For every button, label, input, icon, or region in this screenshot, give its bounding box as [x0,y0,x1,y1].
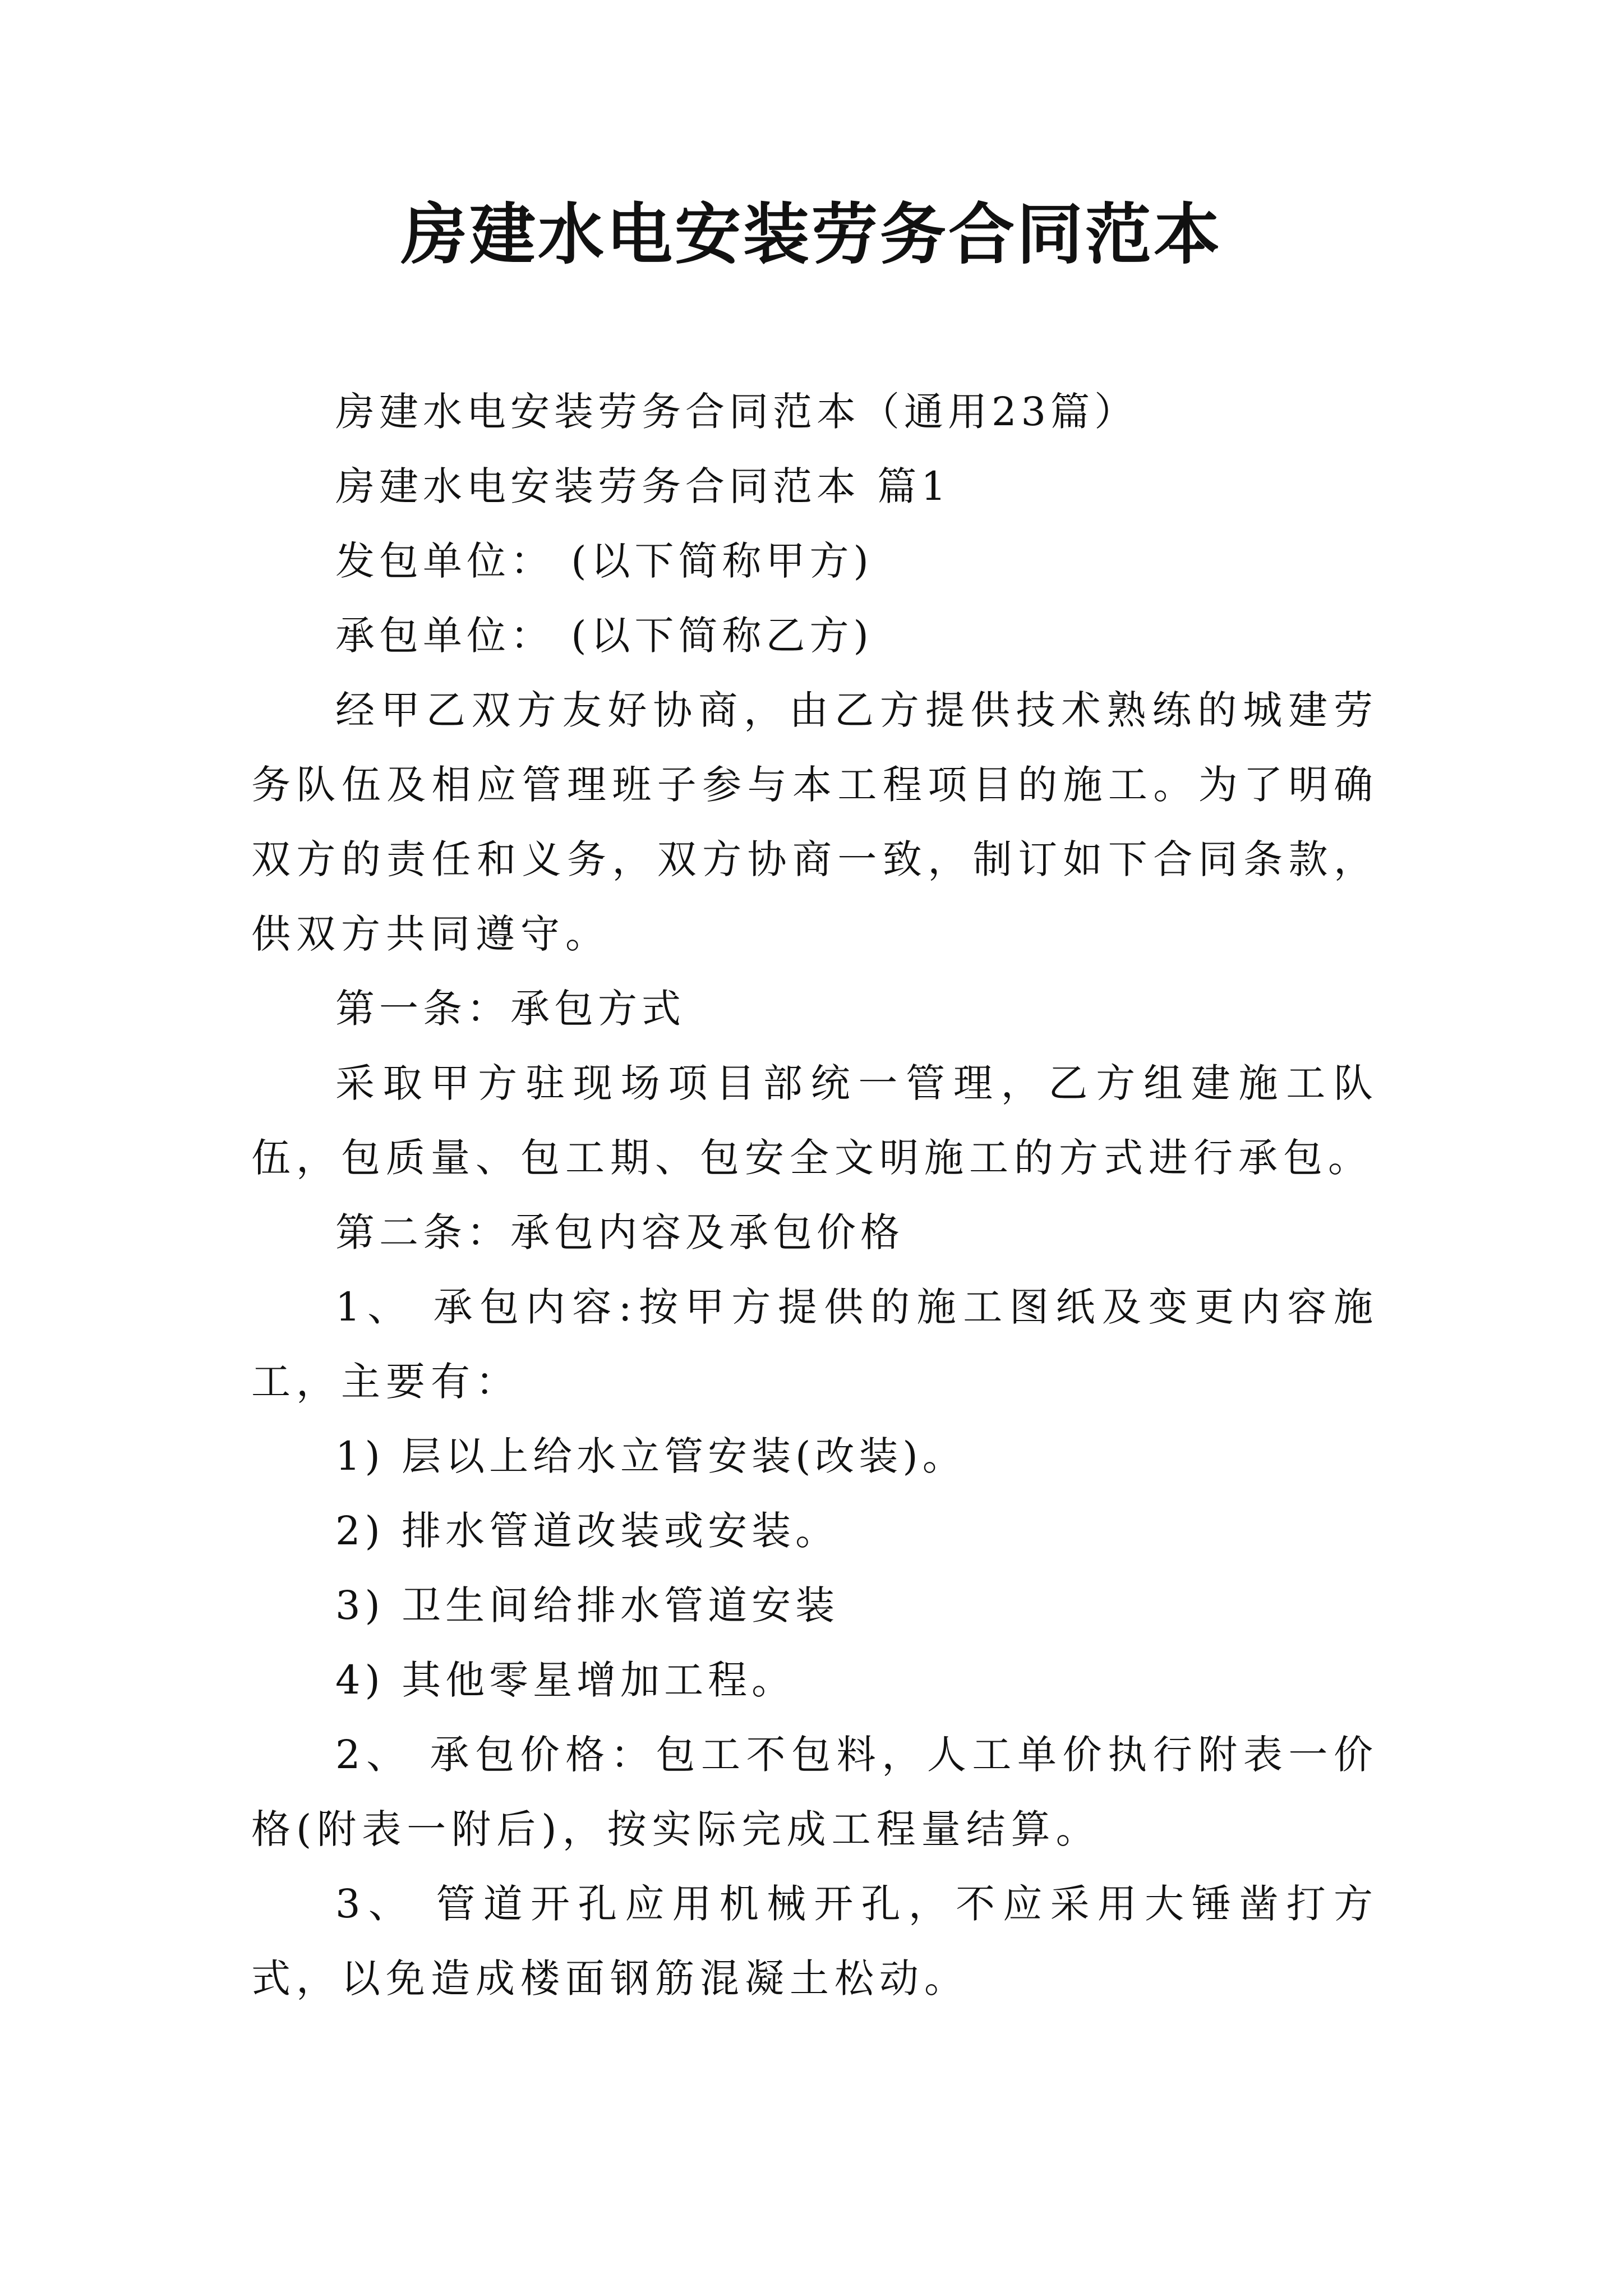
section-heading: 房建水电安装劳务合同范本 篇1 [335,463,951,509]
article-1-heading: 第一条：承包方式 [335,986,685,1032]
contract-party-employer: 发包单位： (以下简称甲方) [335,538,873,584]
contract-party-contractor: 承包单位： (以下简称乙方) [335,613,873,659]
article-2-heading: 第二条：承包内容及承包价格 [335,1209,904,1255]
list-item: 1) 层以上给水立管安装(改装)。 [335,1433,966,1479]
subtitle-paragraph: 房建水电安装劳务合同范本（通用23篇） [335,389,1138,435]
intro-paragraph: 经甲乙双方友好协商，由乙方提供技术熟练的城建劳务队伍及相应管理班子参与本工程项目的施工。为了明确双方的责任和义务，双方协商一致，制订如下合同条款，供双方共同遵守。 [251,687,1378,957]
list-item: 2) 排水管道改装或安装。 [335,1508,840,1554]
clause-1: 1、 承包内容:按甲方提供的施工图纸及变更内容施工，主要有： [251,1284,1378,1405]
document-title: 房建水电安装劳务合同范本 [400,195,1222,273]
clause-2: 2、 承包价格：包工不包料，人工单价执行附表一价格(附表一附后)，按实际完成工程量结算。 [251,1732,1378,1852]
list-item: 4) 其他零星增加工程。 [335,1657,796,1703]
clause-3: 3、 管道开孔应用机械开孔，不应采用大锤凿打方式，以免造成楼面钢筋混凝土松动。 [251,1881,1378,2001]
article-1-body: 采取甲方驻现场项目部统一管理，乙方组建施工队伍，包质量、包工期、包安全文明施工的方式进行承包。 [251,1060,1378,1181]
list-item: 3) 卫生间给排水管道安装 [335,1582,840,1628]
document-body [251,375,1378,2016]
